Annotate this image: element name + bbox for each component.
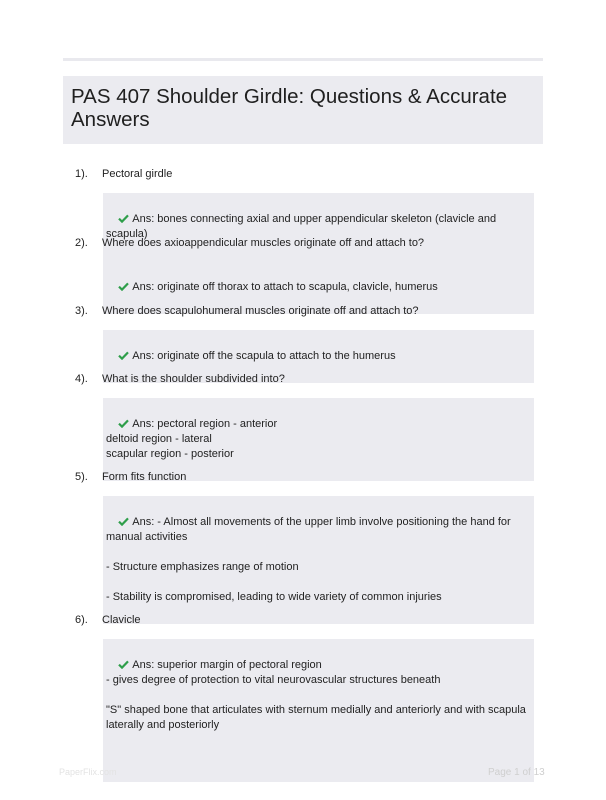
question-text: What is the shoulder subdivided into? bbox=[102, 373, 285, 385]
check-icon bbox=[118, 282, 129, 291]
question-number: 1). bbox=[75, 168, 88, 180]
answer-text: Ans: originate off thorax to attach to scapula, clavicle, humerus bbox=[132, 281, 438, 293]
question-number: 6). bbox=[75, 614, 88, 626]
answer-box bbox=[103, 398, 534, 481]
question-number: 4). bbox=[75, 373, 88, 385]
question-text: Where does scapulohumeral muscles originate off and attach to? bbox=[102, 305, 419, 317]
title-banner bbox=[63, 76, 543, 144]
question-number: 2). bbox=[75, 237, 88, 249]
footer-watermark: PaperFlix.com bbox=[59, 767, 117, 777]
answer-text: Ans: - Almost all movements of the upper limb involve positioning the hand for manual activities - Structure emphasizes range of motion - Stability is compromised, leading to wide variety of common injuries bbox=[106, 516, 511, 603]
answer-box bbox=[103, 496, 534, 624]
page-title: PAS 407 Shoulder Girdle: Questions & Accurate Answers bbox=[71, 85, 508, 131]
check-icon bbox=[118, 660, 129, 669]
answer-text: Ans: bones connecting axial and upper appendicular skeleton (clavicle and scapula) bbox=[106, 213, 500, 240]
question-text: Pectoral girdle bbox=[102, 168, 173, 180]
answer-box bbox=[103, 193, 534, 261]
check-icon bbox=[118, 419, 129, 428]
question-number: 3). bbox=[75, 305, 88, 317]
check-icon bbox=[118, 351, 129, 360]
question-text: Clavicle bbox=[102, 614, 141, 626]
top-divider bbox=[63, 58, 543, 61]
answer-text: Ans: pectoral region - anterior deltoid region - lateral scapular region - posterior bbox=[106, 418, 278, 460]
answer-box bbox=[103, 639, 534, 782]
question-text: Where does axioappendicular muscles originate off and attach to? bbox=[102, 237, 425, 249]
check-icon bbox=[118, 517, 129, 526]
answer-text: Ans: originate off the scapula to attach to the humerus bbox=[132, 350, 396, 362]
page-indicator: Page 1 of 13 bbox=[488, 767, 545, 778]
check-icon bbox=[118, 214, 129, 223]
question-text: Form fits function bbox=[102, 471, 187, 483]
question-number: 5). bbox=[75, 471, 88, 483]
answer-text: Ans: superior margin of pectoral region - gives degree of protection to vital neurovascular structures beneath "S" shaped bone that articulates with sternum medially and anteriorly and with scapula laterally and posteriorly bbox=[106, 659, 526, 731]
